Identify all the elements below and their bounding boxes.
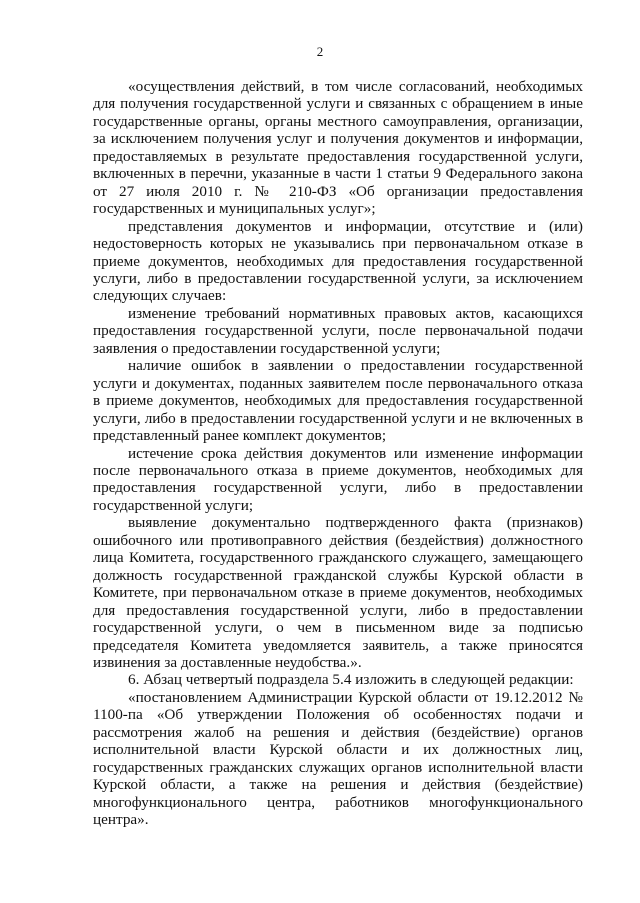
paragraph-amendment-item-6: 6. Абзац четвертый подраздела 5.4 изложить в следующей редакции: — [128, 671, 574, 689]
paragraph-application-errors: наличие ошибок в заявлении о предоставлении государственной услуги и документах, поданных заявителем после первоначального отказа в приеме документов, необходимых для предоставления государственной услуги, либо в предоставлении государственной услуги и не включенных в представленный ранее комплект документов; — [93, 357, 583, 445]
paragraph-documents-submission: представления документов и информации, отсутствие и (или) недостоверность которых не указывались при первоначальном отказе в приеме документов, необходимых для предоставления государственной услуги, либо в предоставлении государственной услуги, за исключением следующих случаев: — [93, 217, 583, 305]
paragraph-regional-resolution: «постановлением Администрации Курской области от 19.12.2012 № 1100-па «Об утверждении Положения об особенностях подачи и рассмотрения жалоб на решения и действия (бездействие) органов исполнительной власти Курской области и их должностных лиц, государственных гражданских служащих органов исполнительной власти Курской области, а также на решения и действия (бездействие) многофункционального центра, работников многофункционального центра». — [93, 688, 583, 829]
paragraph-erroneous-action: выявление документально подтвержденного факта (признаков) ошибочного или противоправного действия (бездействия) должностного лица Комитета, государственного гражданского служащего, замещающего должность государственной гражданской службы Курской области в Комитете, при первоначальном отказе в приеме документов, необходимых для предоставления государственной услуги, либо в предоставлении государственной услуги, о чем в письменном виде за подписью председателя Комитета уведомляется заявитель, а также приносятся извинения за доставленные неудобства.». — [93, 514, 583, 671]
page-number: 2 — [316, 44, 324, 59]
document-body — [93, 78, 583, 828]
paragraph-document-expiry: истечение срока действия документов или изменение информации после первоначального отказа в приеме документов, необходимых для предоставления государственной услуги, либо в предоставлении государственной услуги; — [93, 444, 583, 514]
paragraph-requirements-change: изменение требований нормативных правовых актов, касающихся предоставления государственной услуги, после первоначальной подачи заявления о предоставлении государственной услуги; — [93, 304, 583, 357]
paragraph-provision-actions: «осуществления действий, в том числе согласований, необходимых для получения государственной услуги и связанных с обращением в иные государственные органы, органы местного самоуправления, организации, за исключением получения услуг и получения документов и информации, предоставляемых в результате предоставления государственной услуги, включенных в перечни, указанные в части 1 статьи 9 Федерального закона от 27 июля 2010 г. № 210-ФЗ «Об организации предоставления государственных и муниципальных услуг»; — [93, 78, 583, 218]
